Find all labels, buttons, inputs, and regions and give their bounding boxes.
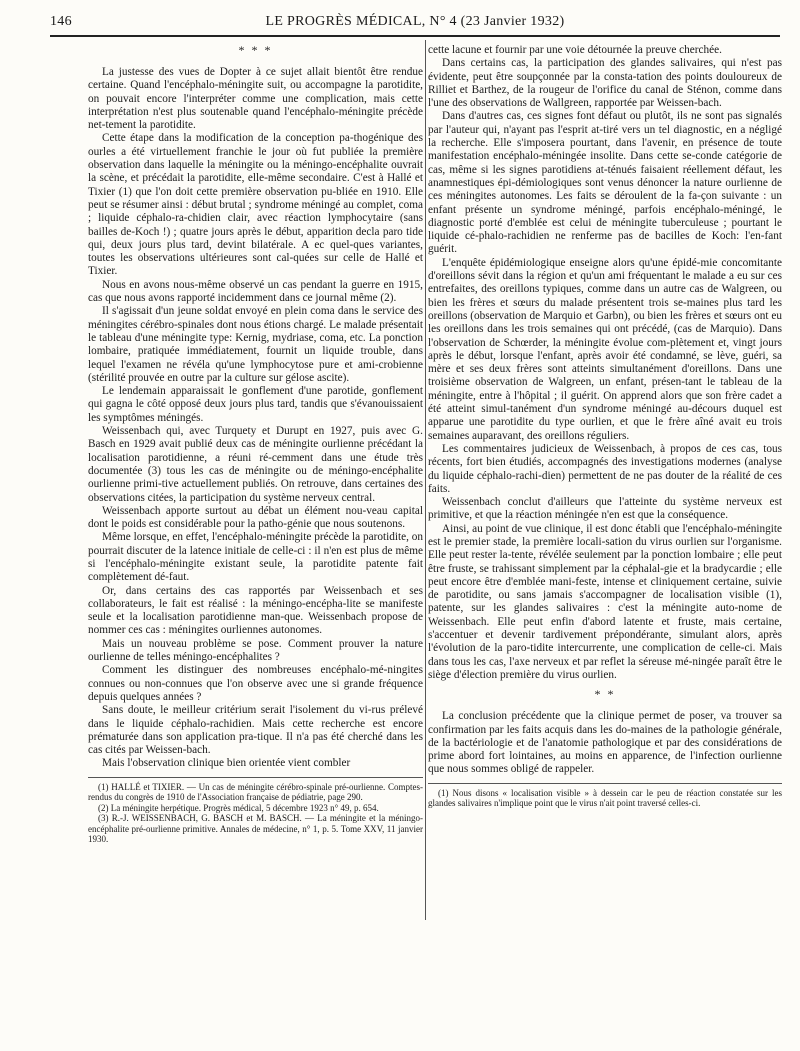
right-column	[428, 44, 782, 809]
footnotes	[428, 788, 782, 809]
running-title: LE PROGRÈS MÉDICAL, N° 4 (23 Janvier 1932)	[265, 14, 565, 29]
column-divider	[425, 40, 426, 920]
paragraph: Même lorsque, en effet, l'encéphalo-méningite précède la parotidite, on pourrait discuter de la latence initiale de celle-ci : il n'en est plus de même si l'encéphalo-méningite existant seule, la parotidite patente fait complètement dé-faut.	[88, 531, 423, 584]
footnote: (2) La méningite herpétique. Progrès médical, 5 décembre 1923 n° 49, p. 654.	[98, 802, 379, 813]
paragraph: Nous en avons nous-même observé un cas pendant la guerre en 1915, cas que nous avons rapporté incidemment dans ce journal même (2).	[88, 278, 423, 305]
footnote-rule	[88, 777, 423, 778]
footnote: (1) HALLÉ et TIXIER. — Un cas de méningite cérébro-spinale pré-ourlienne. Comptes-rendus du congrès de 1910 de l'Association française de pédiatrie, page 290.	[88, 781, 423, 803]
paragraph: Ainsi, au point de vue clinique, il est donc établi que l'encéphalo-méningite est le premier stade, la première locali-sation du virus ourlien sur l'organisme. Elle peut rester la-tente, révélée seulement par la ponction lombaire ; elle peut être fruste, se trahissant simplement par la céphalal-gie et la bradycardie ; elle peut encore être d'emblée mani-feste, intense et cliniquement certaine, suivie de parotidite, ou sans jamais s'accompagner de localisation visible (1), patente, sur les glandes salivaires : c'est la méningite auto-nome de Weissenbach. Elle peut enfin d'abord latente et fruste, mais certaine, s'accentuer et devenir tardivement prépondérante, simulant alors, après l'évolution de la paro-tidite intercurrente, une complication de celle-ci. Mais dans tous les cas, l'axe nerveux et par reflet la séreuse mé-ningée paraît être le siège d'élection première du virus ourlien.	[428, 522, 782, 681]
paragraph: Dans certains cas, la participation des glandes salivaires, qui n'est pas évidente, peut être soupçonnée par la consta-tation des points douloureux de Rilliet et Barthez, de la rougeur de l'orifice du canal de Sténon, comme dans l'une des observations de Wallgreen, rapportée par Weissen-bach.	[428, 57, 782, 110]
paragraph: Les commentaires judicieux de Weissenbach, à propos de ces cas, tous récents, fort bien étudiés, accompagnés des investigations modernes (analyse du liquide céphalo-rachi-dien) permettent de ne pas douter de la réalité de ces faits.	[428, 442, 782, 495]
paragraph: Weissenbach conclut d'ailleurs que l'atteinte du système nerveux est primitive, et que la réaction méningée n'en est que la conséquence.	[428, 496, 782, 522]
paragraph: Weissenbach qui, avec Turquety et Durupt en 1927, puis avec G. Basch en 1929 avait publié deux cas de méningite ourlienne précédant la localisation parotidienne, a réuni ré-cemment dans une étude très documentée (3) tous les cas de méningite ou de méningo-encéphalite ourlienne primi-tive actuellement publiés. On retrouve, dans certaines des observations citées, la participation du système nerveux central.	[88, 425, 423, 504]
paragraph: Mais l'observation clinique bien orientée vient combler	[102, 757, 351, 770]
page-number: 146	[50, 14, 72, 29]
paragraph: cette lacune et fournir par une voie détournée la preuve cherchée.	[428, 44, 722, 56]
running-header	[50, 14, 780, 34]
footnote: (1) Nous disons « localisation visible » à dessein car le peu de réaction constatée sur les glandes salivaires n'implique point que le virus n'ait point traversé celles-ci.	[428, 787, 782, 809]
left-column	[88, 44, 423, 845]
paragraph: Weissenbach apporte surtout au débat un élément nou-veau capital dont le poids est considérable pour la patho-génie que nous soutenons.	[88, 504, 423, 531]
paragraph: La conclusion précédente que la clinique permet de poser, va trouver sa confirmation par les faits acquis dans les do-maines de la pathologie générale, de la bactériologie et de l'anatomie pathologique et par des considérations de prime abord fort lointaines, au moins en apparence, de l'infection ourlienne que nous sommes obligé de rappeler.	[428, 710, 782, 776]
paragraph: Cette étape dans la modification de la conception pa-thogénique des ourles a été virtuellement franchie le jour où fut publiée la première observation dans laquelle la méningite ou la méningo-encéphalite ouvrait la scène, et précédait la parotidite, elle-même secondaire. C'est à Hallé et Tixier (1) que l'on doit cette première observation pu-bliée en 1910. Elle peut se résumer ainsi : début brutal ; syndrome méningé au complet, coma ; liquide céphalo-ra-chidien clair, avec réaction lymphocytaire (sans bailles de-Koch !) ; quatre jours après le début, apparition decla paro tide qui, deux jours plus tard, devint bilatérale. A ec quel-ques variantes, toutes les observations ultérieures sont cal-quées sur celle de Hallé et Tixier.	[88, 132, 423, 278]
section-asterism: * *	[594, 687, 616, 702]
paragraph: Il s'agissait d'un jeune soldat envoyé en plein coma dans le service des méningites cérébro-spinales dont nous étions chargé. Le malade présentait le tableau d'une méningite type: Kernig, mydriase, coma, etc. La ponction lombaire, pratiquée immédiatement, fournit un liquide trouble, dans lequel l'examen ne révéla qu'une lymphocytose pure et ami-crobienne (stérilité prouvée en outre par la culture sur gélose ascite).	[88, 305, 423, 384]
paragraph: Le lendemain apparaissait le gonflement d'une parotide, gonflement qui gagna le côté opposé deux jours plus tard, tandis que s'évanouissaient les symptômes méningés.	[88, 385, 423, 424]
paragraph: Comment les distinguer des nombreuses encéphalo-mé-ningites connues ou non-connues que l'on observe avec une si grande fréquence depuis quelques années ?	[88, 664, 423, 703]
footnotes	[88, 782, 423, 845]
footnote-rule	[428, 783, 782, 784]
section-asterism: * * *	[238, 43, 273, 57]
footnote: (3) R.-J. WEISSENBACH, G. BASCH et M. BASCH. — La méningite et la méningo-encéphalite pré-ourlienne primitive. Annales de médecine, n° 1, p. 5. Tome XXV, 11 janvier 1930.	[88, 813, 423, 845]
paragraph: La justesse des vues de Dopter à ce sujet allait bientôt être rendue certaine. Quand l'encéphalo-méningite suit, ou accompagne la parotidite, on pouvait encore l'interpréter comme une complication, mais cette interprétation n'est plus soutenable quand l'encéphalo-méningite précède net-tement la parotidite.	[88, 66, 423, 132]
paragraph: Sans doute, le meilleur critérium serait l'isolement du vi-rus prélevé dans le liquide céphalo-rachidien. Mais cette recherche est encore prématurée dans son application pra-tique. Il n'a pas été cherché dans les cas cités par Weissen-bach.	[88, 704, 423, 757]
paragraph: L'enquête épidémiologique enseigne alors qu'une épidé-mie concomitante d'oreillons sévit dans la région et qu'un ami fréquentant le malade a eu sur ces entrefaites, des oreillons typiques, comme dans un autre cas de Walgreen, ou bien les frères et sœurs du malade présentent trois se-maines plus tard les oreillons (observation de Marquio et Garbn), ou bien les frères et sœurs ont eu les oreillons dans les trois semaines qui ont précédé, (cas de Marquio). Dans l'observation de Schœrder, la méningite évolue com-plètement et, vingt jours après le début, lorsque l'enfant, après avoir été condamné, se lève, guéri, sa mère et ses deux frères sont atteints simultanément d'oreillons. Dans une troisième observation de Walgreen, un enfant, présen-tant le tableau de la méningite, entre à l'hôpital ; il guérit. On apprend alors que son frère cadet a été atteint simul-tanément d'un syndrome méningé au-décours duquel est apparue une parotidite du type ourlien, et que le frère aîné avait eu trois semaines auparavant, des oreillons réguliers.	[428, 256, 782, 442]
header-rule	[50, 35, 780, 37]
paragraph: Dans d'autres cas, ces signes font défaut ou plutôt, ils ne sont pas signalés par l'auteur qui, n'ayant pas l'esprit at-tiré vers un tel diagnostic, en a négligé la recherche. Elle s'imposera pourtant, dans l'avenir, en présence de toute manifestation encéphalo-méningée insolite. Dans cette se-conde catégorie de cas, même si les signes parotidiens at-ténués faisaient réellement défaut, les anamnestiques épi-démiologiques sont venus dénoncer la nature ourlienne de ces méningites autonomes. Les faits se déroulent de la fa-çon suivante : un enfant présente un syndrome méningé, parfois encéphalo-méningé, le diagnostic porté d'emblée est celui de méningite tuberculeuse ; pourtant le liquide cé-phalo-rachidien ne renferme pas de bacilles de Koch: l'en-fant guérit.	[428, 110, 782, 256]
paragraph: Mais un nouveau problème se pose. Comment prouver la nature ourlienne de telles méningo-encéphalites ?	[88, 637, 423, 664]
paragraph: Or, dans certains des cas rapportés par Weissenbach et ses collaborateurs, le fait est réalisé : la méningo-encépha-lite se manifeste seule et la localisation parotidienne man-que. Weissenbach propose de nommer ces cas : méningites ourliennes autonomes.	[88, 584, 423, 637]
